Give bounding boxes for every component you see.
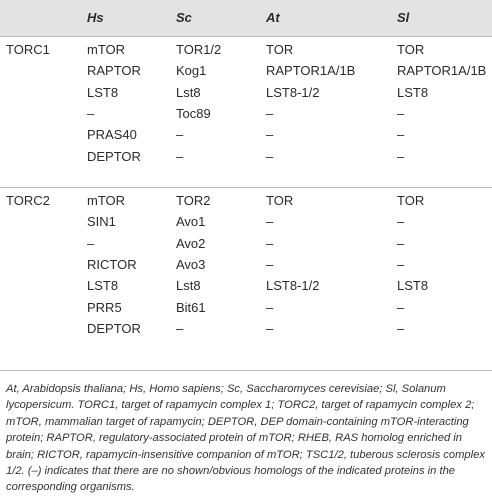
cell-hs: – [87, 236, 95, 251]
cell-sc: Avo1 [176, 214, 206, 229]
table-divider [0, 187, 492, 188]
cell-sl: – [397, 149, 405, 164]
cell-at: – [266, 236, 274, 251]
header-sc: Sc [176, 10, 192, 25]
table-header-row [0, 0, 492, 36]
cell-sl: – [397, 236, 405, 251]
cell-sc: – [176, 127, 184, 142]
cell-hs: DEPTOR [87, 321, 141, 336]
cell-sl: RAPTOR1A/1B [397, 63, 487, 78]
cell-sl: LST8 [397, 85, 429, 100]
cell-hs: SIN1 [87, 214, 116, 229]
header-sl: Sl [397, 10, 410, 25]
cell-at: – [266, 300, 274, 315]
table-divider [0, 370, 492, 371]
cell-sl: – [397, 106, 405, 121]
cell-sc: TOR2 [176, 193, 211, 208]
cell-hs: PRAS40 [87, 127, 137, 142]
cell-sl: – [397, 321, 405, 336]
cell-sc: Avo3 [176, 257, 206, 272]
cell-sl: – [397, 214, 405, 229]
cell-sc: Kog1 [176, 63, 207, 78]
cell-at: TOR [266, 193, 294, 208]
cell-at: LST8-1/2 [266, 278, 320, 293]
cell-hs: DEPTOR [87, 149, 141, 164]
table-footnote: At, Arabidopsis thaliana; Hs, Homo sapiens; Sc, Saccharomyces cerevisiae; Sl, Solanum lycopersicum. TORC1, target of rapamycin complex 1; TORC2, target of rapamycin complex 2; mTOR, mammalian target of rapamycin; DEPTOR, DEP domain-containing mTOR-interacting protein; RAPTOR, regulatory-associated protein of mTOR; RHEB, RAS homolog enriched in brain; RICTOR, rapamycin-insensitive companion of mTOR; TSC1/2, tuberous sclerosis complex 1/2. (–) indicates that there are no shown/obvious homologs of the indicated proteins in the corresponding organisms. [6, 383, 485, 494]
cell-hs: LST8 [87, 278, 119, 293]
cell-sc: Avo2 [176, 236, 206, 251]
cell-hs: LST8 [87, 85, 119, 100]
cell-at: – [266, 214, 274, 229]
cell-sl: – [397, 300, 405, 315]
cell-sc: TOR1/2 [176, 42, 222, 57]
cell-hs: RAPTOR [87, 63, 141, 78]
cell-at: – [266, 127, 274, 142]
cell-sl: – [397, 257, 405, 272]
complex-label: TORC2 [6, 193, 50, 208]
cell-sc: Lst8 [176, 278, 201, 293]
cell-at: RAPTOR1A/1B [266, 63, 356, 78]
cell-hs: mTOR [87, 193, 126, 208]
cell-hs: RICTOR [87, 257, 137, 272]
header-at: At [266, 10, 280, 25]
cell-sc: – [176, 149, 184, 164]
cell-hs: PRR5 [87, 300, 122, 315]
cell-sc: Lst8 [176, 85, 201, 100]
cell-at: – [266, 257, 274, 272]
cell-sc: – [176, 321, 184, 336]
cell-at: – [266, 149, 274, 164]
header-hs: Hs [87, 10, 104, 25]
cell-at: LST8-1/2 [266, 85, 320, 100]
cell-sl: TOR [397, 42, 425, 57]
cell-sc: Toc89 [176, 106, 211, 121]
cell-at: – [266, 321, 274, 336]
cell-sl: TOR [397, 193, 425, 208]
cell-hs: – [87, 106, 95, 121]
cell-sl: LST8 [397, 278, 429, 293]
cell-at: – [266, 106, 274, 121]
cell-sl: – [397, 127, 405, 142]
cell-sc: Bit61 [176, 300, 206, 315]
table-divider [0, 36, 492, 37]
complex-label: TORC1 [6, 42, 50, 57]
cell-at: TOR [266, 42, 294, 57]
cell-hs: mTOR [87, 42, 126, 57]
